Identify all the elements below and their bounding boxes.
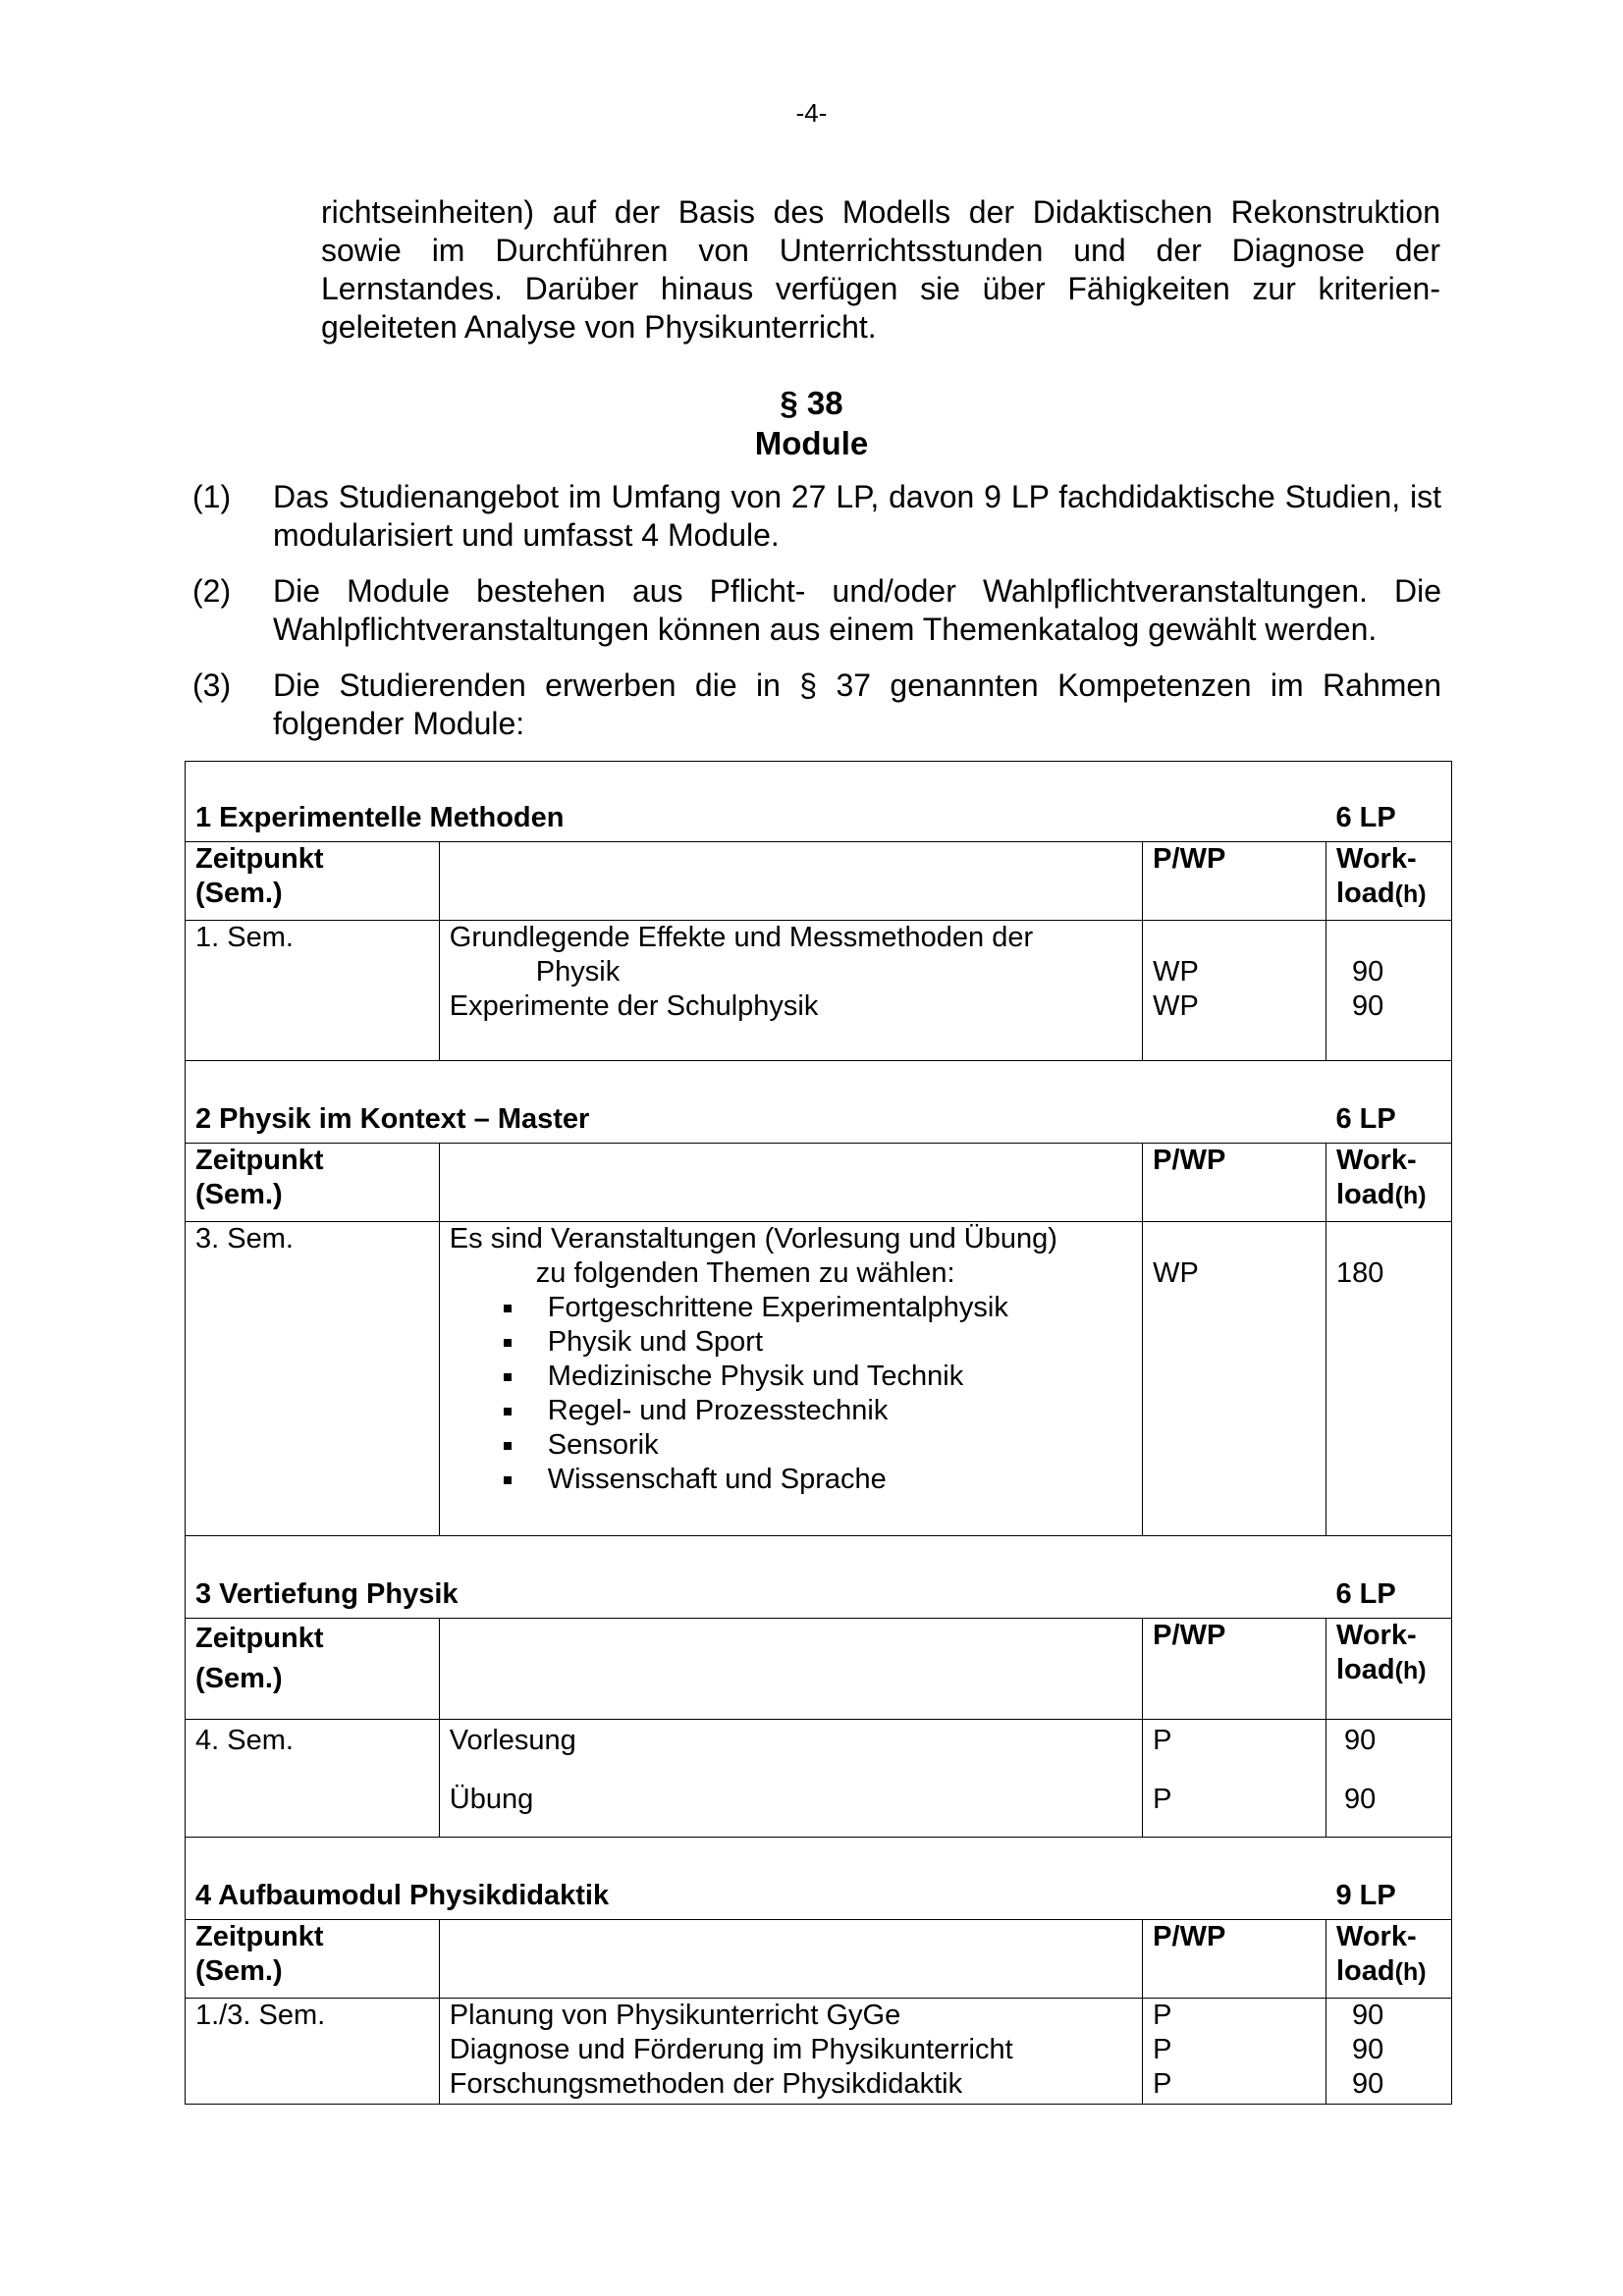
- bullet-square-icon: [504, 1408, 512, 1415]
- topic-item: Medizinische Physik und Technik: [450, 1360, 1132, 1394]
- module-1-content-row: [186, 921, 1452, 1061]
- module-1-header-row: [186, 842, 1452, 921]
- header-sem: (Sem.): [195, 1663, 283, 1694]
- topic-item: Regel- und Prozesstechnik: [450, 1394, 1132, 1428]
- header-load: load: [1336, 878, 1395, 909]
- module-2-content-row: [186, 1222, 1452, 1536]
- header-sem: (Sem.): [195, 878, 283, 909]
- header-zeitpunkt: Zeitpunkt: [195, 843, 324, 875]
- header-hours: (h): [1394, 1182, 1427, 1209]
- section-heading: [0, 383, 1623, 463]
- header-load: load: [1336, 1955, 1395, 1987]
- course-type: P: [1153, 2034, 1172, 2065]
- intro-paragraph: richtseinheiten) auf der Basis des Modells der Didaktischen Rekonstruktion sowie im Durchführen von Unterrichtsstunden und der Diagnose der Lernstandes. Darüber hinaus verfügen sie über Fähigkeiten zur kriteriengeleiteten Analyse von Physikunterricht.: [321, 194, 1440, 345]
- header-load: load: [1336, 1179, 1395, 1210]
- course-type: P: [1153, 1725, 1172, 1756]
- workload: 90: [1344, 1784, 1377, 1815]
- header-pwp: P/WP: [1153, 843, 1226, 875]
- module-lp: 9 LP: [1335, 1880, 1396, 1911]
- course: Experimente der Schulphysik: [449, 990, 819, 1022]
- bullet-square-icon: [504, 1339, 512, 1347]
- module-3-content-row: [186, 1720, 1452, 1838]
- module-3-title-row: [186, 1536, 1452, 1619]
- paragraph-3: [192, 667, 1441, 743]
- semester: 4. Sem.: [195, 1725, 294, 1756]
- bullet-square-icon: [504, 1305, 512, 1312]
- course-type: WP: [1153, 956, 1199, 988]
- course: Vorlesung: [449, 1725, 576, 1756]
- module-lp: 6 LP: [1335, 1103, 1396, 1135]
- header-zeitpunkt: Zeitpunkt: [195, 1921, 324, 1952]
- page-number: -4-: [795, 98, 828, 128]
- workload: 90: [1352, 2068, 1384, 2100]
- module-table: [185, 761, 1452, 2105]
- section-title: Module: [754, 425, 869, 461]
- course-continued: Physik: [535, 956, 621, 988]
- module-2-header-row: [186, 1144, 1452, 1222]
- header-zeitpunkt: Zeitpunkt: [195, 1145, 324, 1176]
- header-sem: (Sem.): [195, 1179, 283, 1210]
- paragraph-text: Die Studierenden erwerben die in § 37 genannten Kompetenzen im Rahmen folgender Module:: [273, 667, 1441, 741]
- header-zeitpunkt: Zeitpunkt: [195, 1623, 324, 1654]
- header-work: Work-: [1336, 1620, 1417, 1651]
- course-type: WP: [1153, 990, 1199, 1022]
- header-pwp: P/WP: [1153, 1620, 1226, 1651]
- course: Planung von Physikunterricht GyGe: [449, 2000, 901, 2031]
- paragraph-text: Die Module bestehen aus Pflicht- und/oder Wahlpflichtveranstaltungen. Die Wahlpflichtveranstaltungen können aus einem Themenkatalog gewählt werden.: [273, 573, 1441, 647]
- workload: 90: [1344, 1725, 1377, 1756]
- semester: 1. Sem.: [195, 922, 294, 953]
- header-work: Work-: [1336, 843, 1417, 875]
- header-load: load: [1336, 1654, 1395, 1685]
- paragraph-number: (2): [192, 573, 232, 609]
- paragraph-text: Das Studienangebot im Umfang von 27 LP, davon 9 LP fachdidaktische Studien, ist modularisiert und umfasst 4 Module.: [273, 479, 1441, 553]
- module-4-title-row: [186, 1838, 1452, 1920]
- course: Forschungsmethoden der Physikdidaktik: [449, 2068, 963, 2100]
- course-description-continued: zu folgenden Themen zu wählen:: [535, 1257, 955, 1289]
- module-title: 2 Physik im Kontext – Master: [195, 1103, 590, 1135]
- topic-item: Fortgeschrittene Experimentalphysik: [450, 1291, 1132, 1325]
- module-1-title-row: [186, 762, 1452, 842]
- course: Diagnose und Förderung im Physikunterricht: [449, 2034, 1013, 2065]
- course: Grundlegende Effekte und Messmethoden der: [449, 922, 1034, 953]
- header-work: Work-: [1336, 1145, 1417, 1176]
- workload: 90: [1352, 2034, 1384, 2065]
- section-number: § 38: [780, 385, 843, 421]
- module-3-header-row: [186, 1619, 1452, 1720]
- workload: 90: [1352, 956, 1384, 988]
- module-2-title-row: [186, 1061, 1452, 1144]
- topic-list: [450, 1291, 1132, 1497]
- paragraph-2: [192, 572, 1441, 649]
- bullet-square-icon: [504, 1373, 512, 1381]
- header-hours: (h): [1394, 1657, 1427, 1684]
- topic-item: Sensorik: [450, 1428, 1132, 1463]
- header-work: Work-: [1336, 1921, 1417, 1952]
- course-type: P: [1153, 1784, 1172, 1815]
- module-title: 4 Aufbaumodul Physikdidaktik: [195, 1880, 610, 1911]
- module-title: 1 Experimentelle Methoden: [195, 802, 565, 833]
- course: Übung: [449, 1784, 534, 1815]
- module-title: 3 Vertiefung Physik: [195, 1578, 459, 1610]
- bullet-square-icon: [504, 1476, 512, 1484]
- course-description: Es sind Veranstaltungen (Vorlesung und Übung): [449, 1223, 1057, 1255]
- semester: 1./3. Sem.: [195, 2000, 326, 2031]
- course-type: P: [1153, 2000, 1172, 2031]
- paragraph-1: [192, 478, 1441, 555]
- semester: 3. Sem.: [195, 1223, 294, 1255]
- module-4-content-row: [186, 1999, 1452, 2105]
- paragraph-number: (3): [192, 667, 232, 703]
- workload: 90: [1352, 990, 1384, 1022]
- workload: 90: [1352, 2000, 1384, 2031]
- header-hours: (h): [1394, 881, 1427, 908]
- topic-item: Wissenschaft und Sprache: [450, 1463, 1132, 1497]
- header-sem: (Sem.): [195, 1955, 283, 1987]
- course-type: P: [1153, 2068, 1172, 2100]
- module-4-header-row: [186, 1920, 1452, 1999]
- module-lp: 6 LP: [1335, 1578, 1396, 1610]
- bullet-square-icon: [504, 1442, 512, 1450]
- module-lp: 6 LP: [1335, 802, 1396, 833]
- header-pwp: P/WP: [1153, 1145, 1226, 1176]
- workload: 180: [1336, 1257, 1384, 1289]
- course-type: WP: [1153, 1257, 1199, 1289]
- paragraph-number: (1): [192, 479, 232, 514]
- topic-item: Physik und Sport: [450, 1325, 1132, 1360]
- paragraph-list: [192, 478, 1441, 761]
- header-hours: (h): [1394, 1958, 1427, 1986]
- header-pwp: P/WP: [1153, 1921, 1226, 1952]
